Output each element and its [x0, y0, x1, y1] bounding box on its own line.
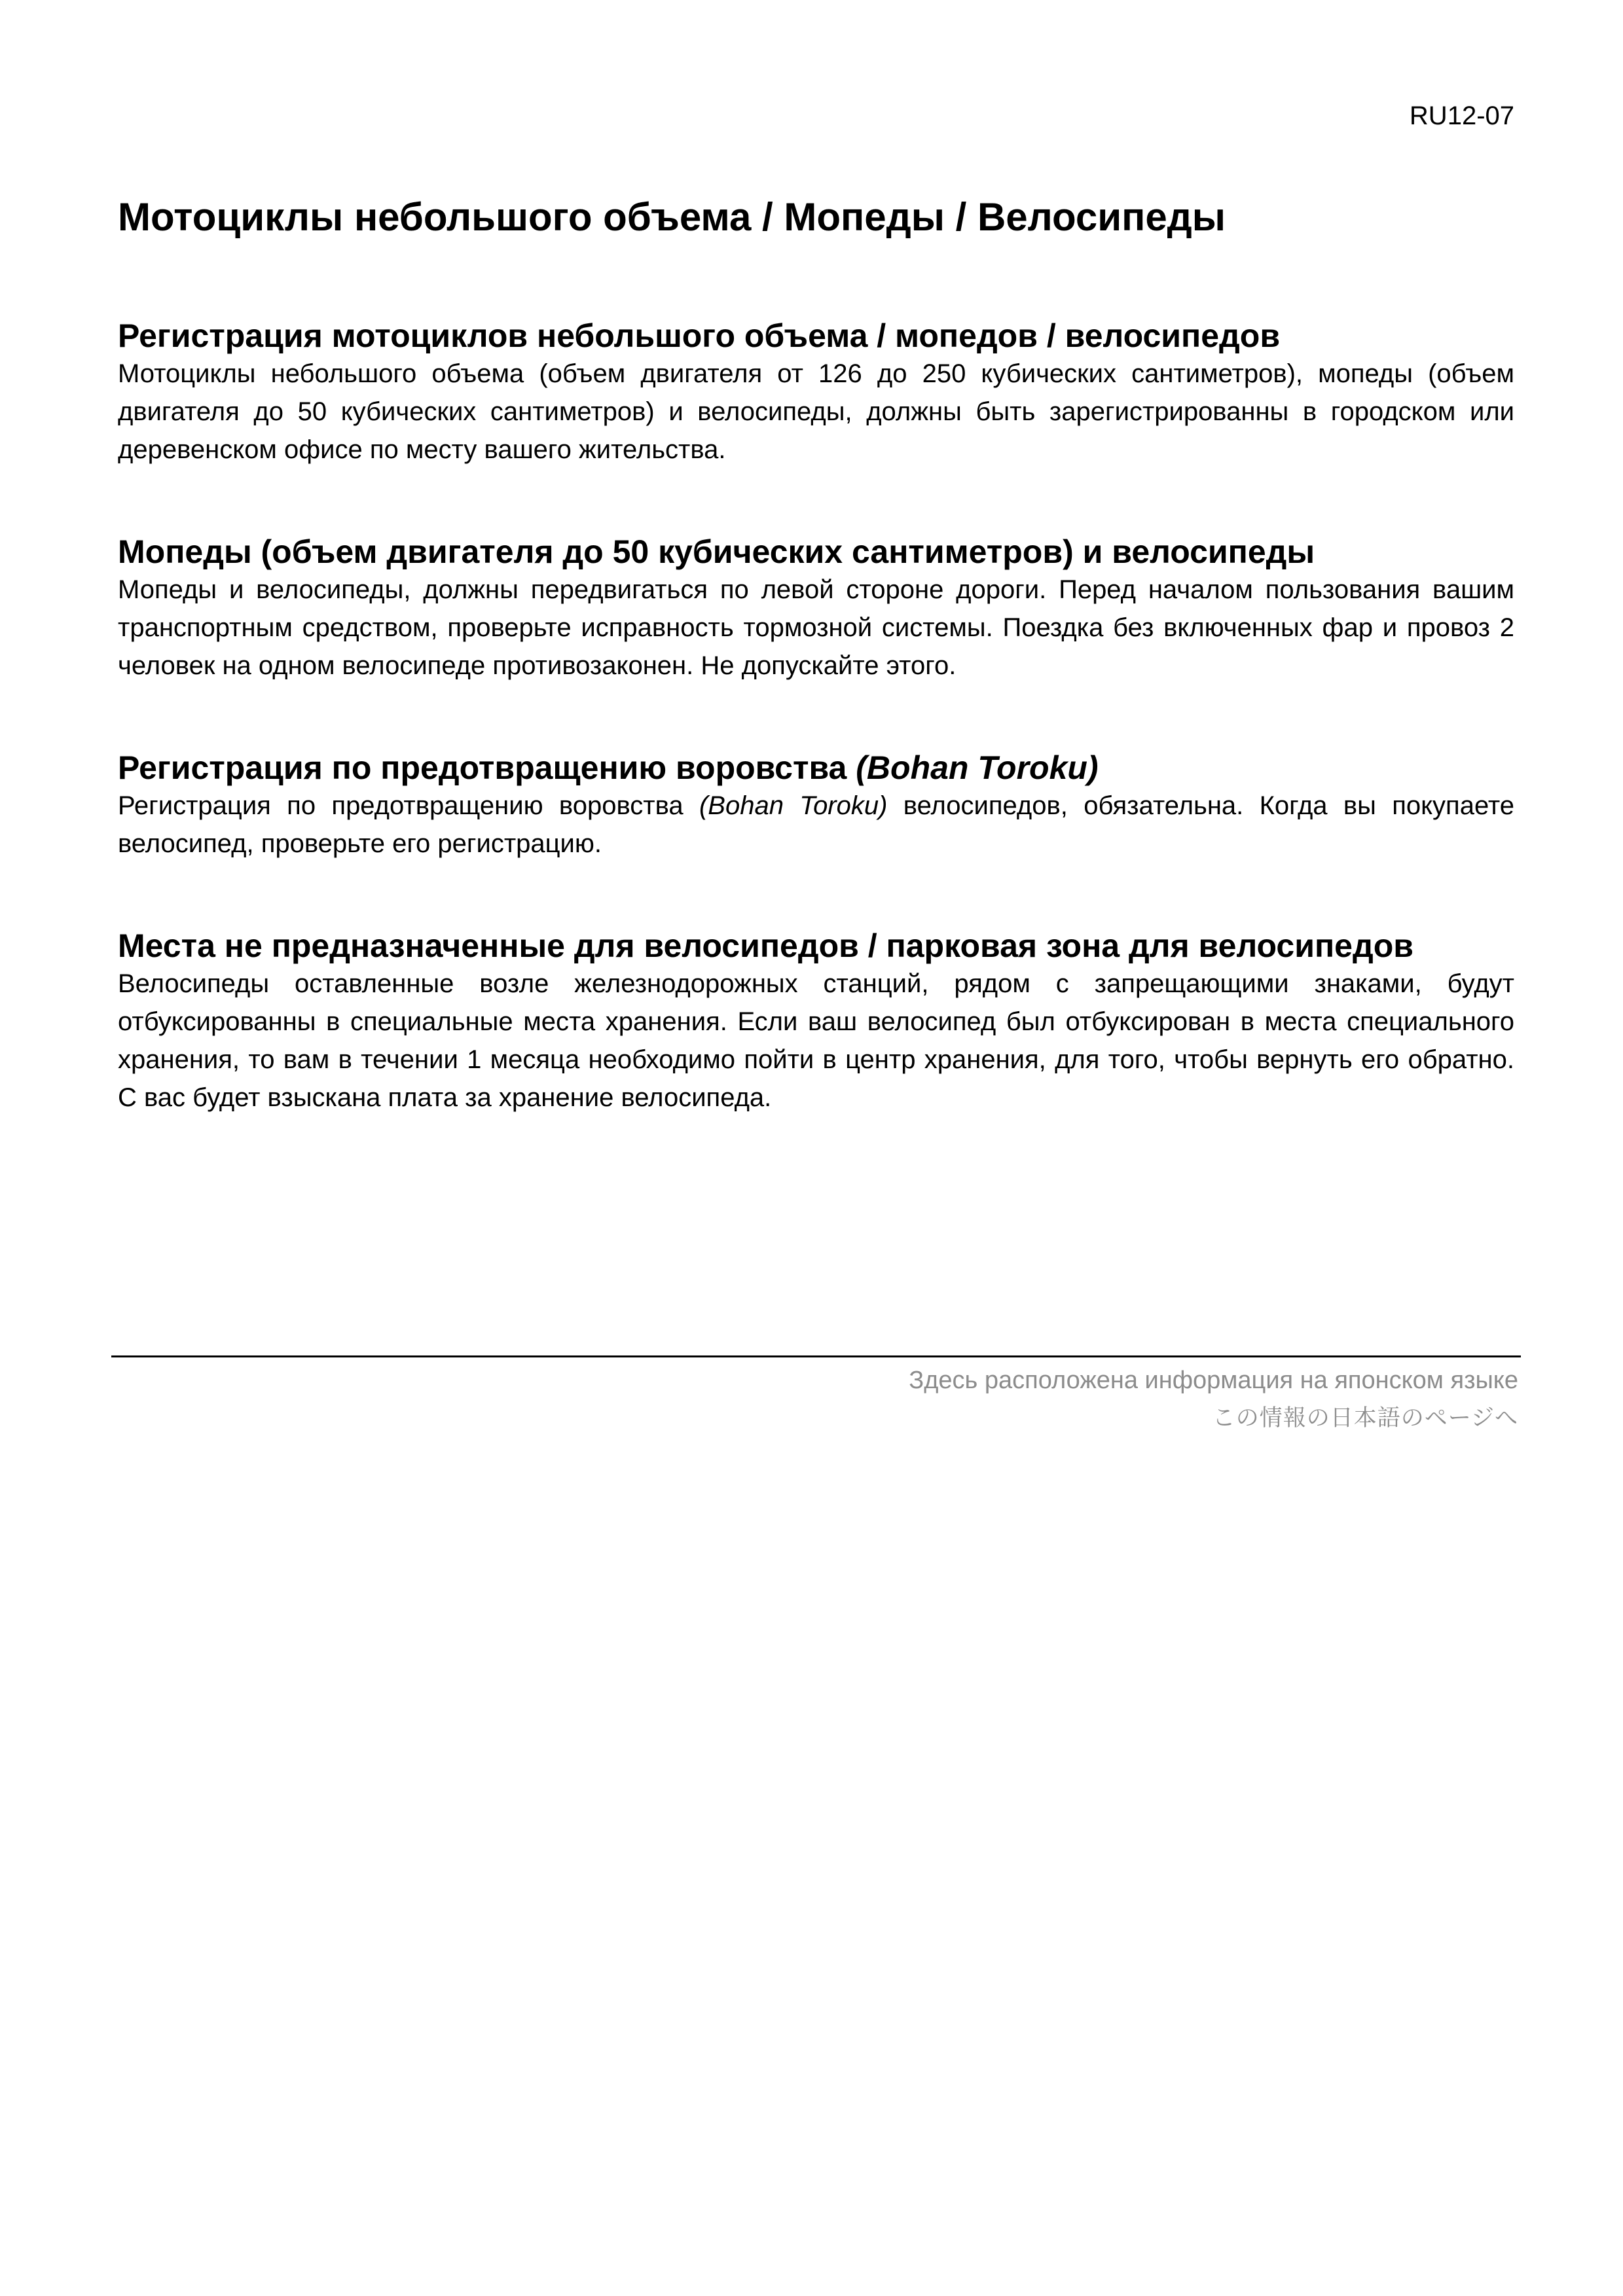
section-registration [118, 317, 1514, 469]
section-body: Велосипеды оставленные возле железнодорожных станций, рядом с запрещающими знаками, будут отбуксированны в специальные места хранения. Если ваш велосипед был отбуксирован в места специального хранения, то вам в течении 1 месяца необходимо пойти в центр хранения, для того, чтобы вернуть его обратно. С вас будет взыскана плата за хранение велосипеда. [118, 969, 1514, 1112]
section-heading: Регистрация мотоциклов небольшого объема / мопедов / велосипедов [118, 317, 1281, 354]
section-mopeds-bicycles [118, 533, 1514, 685]
body-text-start: Регистрация по предотвращению воровства [118, 791, 684, 820]
footer-divider [111, 1355, 1521, 1357]
section-body: Мопеды и велосипеды, должны передвигаться по левой стороне дороги. Перед началом пользования вашим транспортным средством, проверьте исправность тормозной системы. Поездка без включенных фар и провоз 2 человек на одном велосипеде противозаконен. Не допускайте этого. [118, 575, 1514, 680]
section-theft-prevention [118, 749, 1514, 863]
section-heading [118, 749, 1514, 787]
japanese-info-link-ru[interactable]: Здесь расположена информация на японском языке [909, 1367, 1518, 1394]
section-body [118, 787, 1514, 863]
footer-links [909, 1361, 1518, 1437]
section-body: Мотоциклы небольшого объема (объем двигателя от 126 до 250 кубических сантиметров), мопеды (объем двигателя до 50 кубических сантиметров) и велосипеды, должны быть зарегистрированны в городском или деревенском офисе по месту вашего жительства. [118, 359, 1514, 464]
body-text-end: велосипедов, обязательна. Когда вы покупаете велосипед, проверьте его регистрацию. [118, 791, 1514, 858]
heading-italic: (Bohan Toroku) [856, 749, 1099, 786]
page-code: RU12-07 [1409, 101, 1514, 130]
body-italic: (Bohan Toroku) [699, 791, 888, 820]
page-title: Мотоциклы небольшого объема / Мопеды / Велосипеды [118, 195, 1226, 239]
heading-text: Регистрация по предотвращению воровства [118, 749, 847, 786]
japanese-info-link-jp[interactable]: この情報の日本語のページへ [1212, 1405, 1518, 1431]
section-heading: Мопеды (объем двигателя до 50 кубических сантиметров) и велосипеды [118, 533, 1315, 570]
section-parking-zones [118, 927, 1514, 1117]
content [118, 317, 1514, 1117]
section-heading: Места не предназначенные для велосипедов / парковая зона для велосипедов [118, 927, 1414, 964]
